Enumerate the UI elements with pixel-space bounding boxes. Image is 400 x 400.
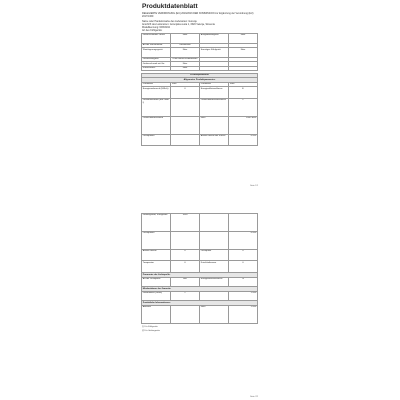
column-header: Parameter [200, 82, 229, 86]
continued-parameter-table [141, 213, 258, 324]
document-page-2 [139, 210, 260, 400]
footnote: (¹) Für Kühlgeräte [142, 325, 158, 328]
table-row: Gesamtvolumen (dm³ oder l) Luftschallemissionsklasse C [142, 98, 258, 116]
supplier-address-line: Anschrift des Lieferanten: Gorenjska cesta 1, 3320 Velenje, Slovenia [142, 23, 215, 26]
table-row: Art der Konstruktion: freistehend [142, 43, 258, 47]
table-row: Temperatur 0 Frischhaltezone 0 [142, 261, 258, 273]
document-title: Produktdatenblatt [142, 3, 198, 10]
column-header: Wert [229, 82, 258, 86]
model-identifier-line: Modellkennung: NRK6192 [142, 26, 170, 29]
table-row: Abtauen Nein 2 000 [142, 305, 258, 323]
table-row: Geräuscharmes Gerät: Nein Ausgabekategorie: Nein [142, 34, 258, 44]
page-number: Seite 1/2 [250, 185, 258, 187]
general-parameter-heading: Allgemeine Produktparameter: [142, 78, 258, 82]
table-row: Gefrierschrank mit Ge: Nein [142, 62, 258, 66]
table-row: Energieverbrauch (kWh/a) 0 Energieeffizienzklasse E [142, 87, 258, 99]
appliance-type-table [141, 33, 258, 71]
table-row: Gerätekategorie: Kühl-Gefrier-Kombination [142, 57, 258, 61]
light-source-heading: Parameter der Lichtquelle: [142, 273, 258, 277]
product-parameter-table [141, 73, 258, 146]
additional-info-heading: Zusätzliche Informationen: [142, 301, 258, 305]
supplier-name-line: Name oder Handelsmarke des Lieferanten: Gorenje [142, 20, 197, 23]
table-row: Lichtquellen 0 000 [142, 231, 258, 249]
product-parameter-heading: Produktparameter [142, 74, 258, 78]
table-row: Anzahl Sterne 0 Lichtquelle 0 [142, 249, 258, 261]
page-number: Seite 2/2 [250, 396, 258, 398]
column-header: Wert [171, 82, 200, 86]
table-row: Gefriergeräte, Kühlgeräte 1000 [142, 214, 258, 232]
document-page-1 [139, 0, 260, 189]
table-row: Art der Lichtquelle LED Energieeffizienzklasse G [142, 277, 258, 287]
table-row: Kühlschrank: Nein [142, 66, 258, 70]
regulation-subtitle: DELEGIERTE VERORDNUNG (EU) 2019/2016 DER KOMMISSION zur Ergänzung der Verordnung (EU) 2017/1369 [142, 12, 254, 18]
footnote: (²) Für Gefriergeräte [142, 330, 160, 333]
table-row: Luftschallemissionen Nein 1000 3000 [142, 116, 258, 134]
warranty-heading: Mindestdauer der Garantie: [142, 287, 258, 291]
appliance-type-line: Art des Kühlgeräts: [142, 29, 163, 32]
table-row: Lichtquellen Anzahl Sterne der Klasse 0 000 [142, 134, 258, 146]
table-row: Weinlagerungsgerät: Nein Sonstiges Kühlgerät: Nein [142, 48, 258, 58]
table-row: Garantiezeit (Jahre) 2 2 000 [142, 291, 258, 301]
column-header: Parameter [142, 82, 171, 86]
